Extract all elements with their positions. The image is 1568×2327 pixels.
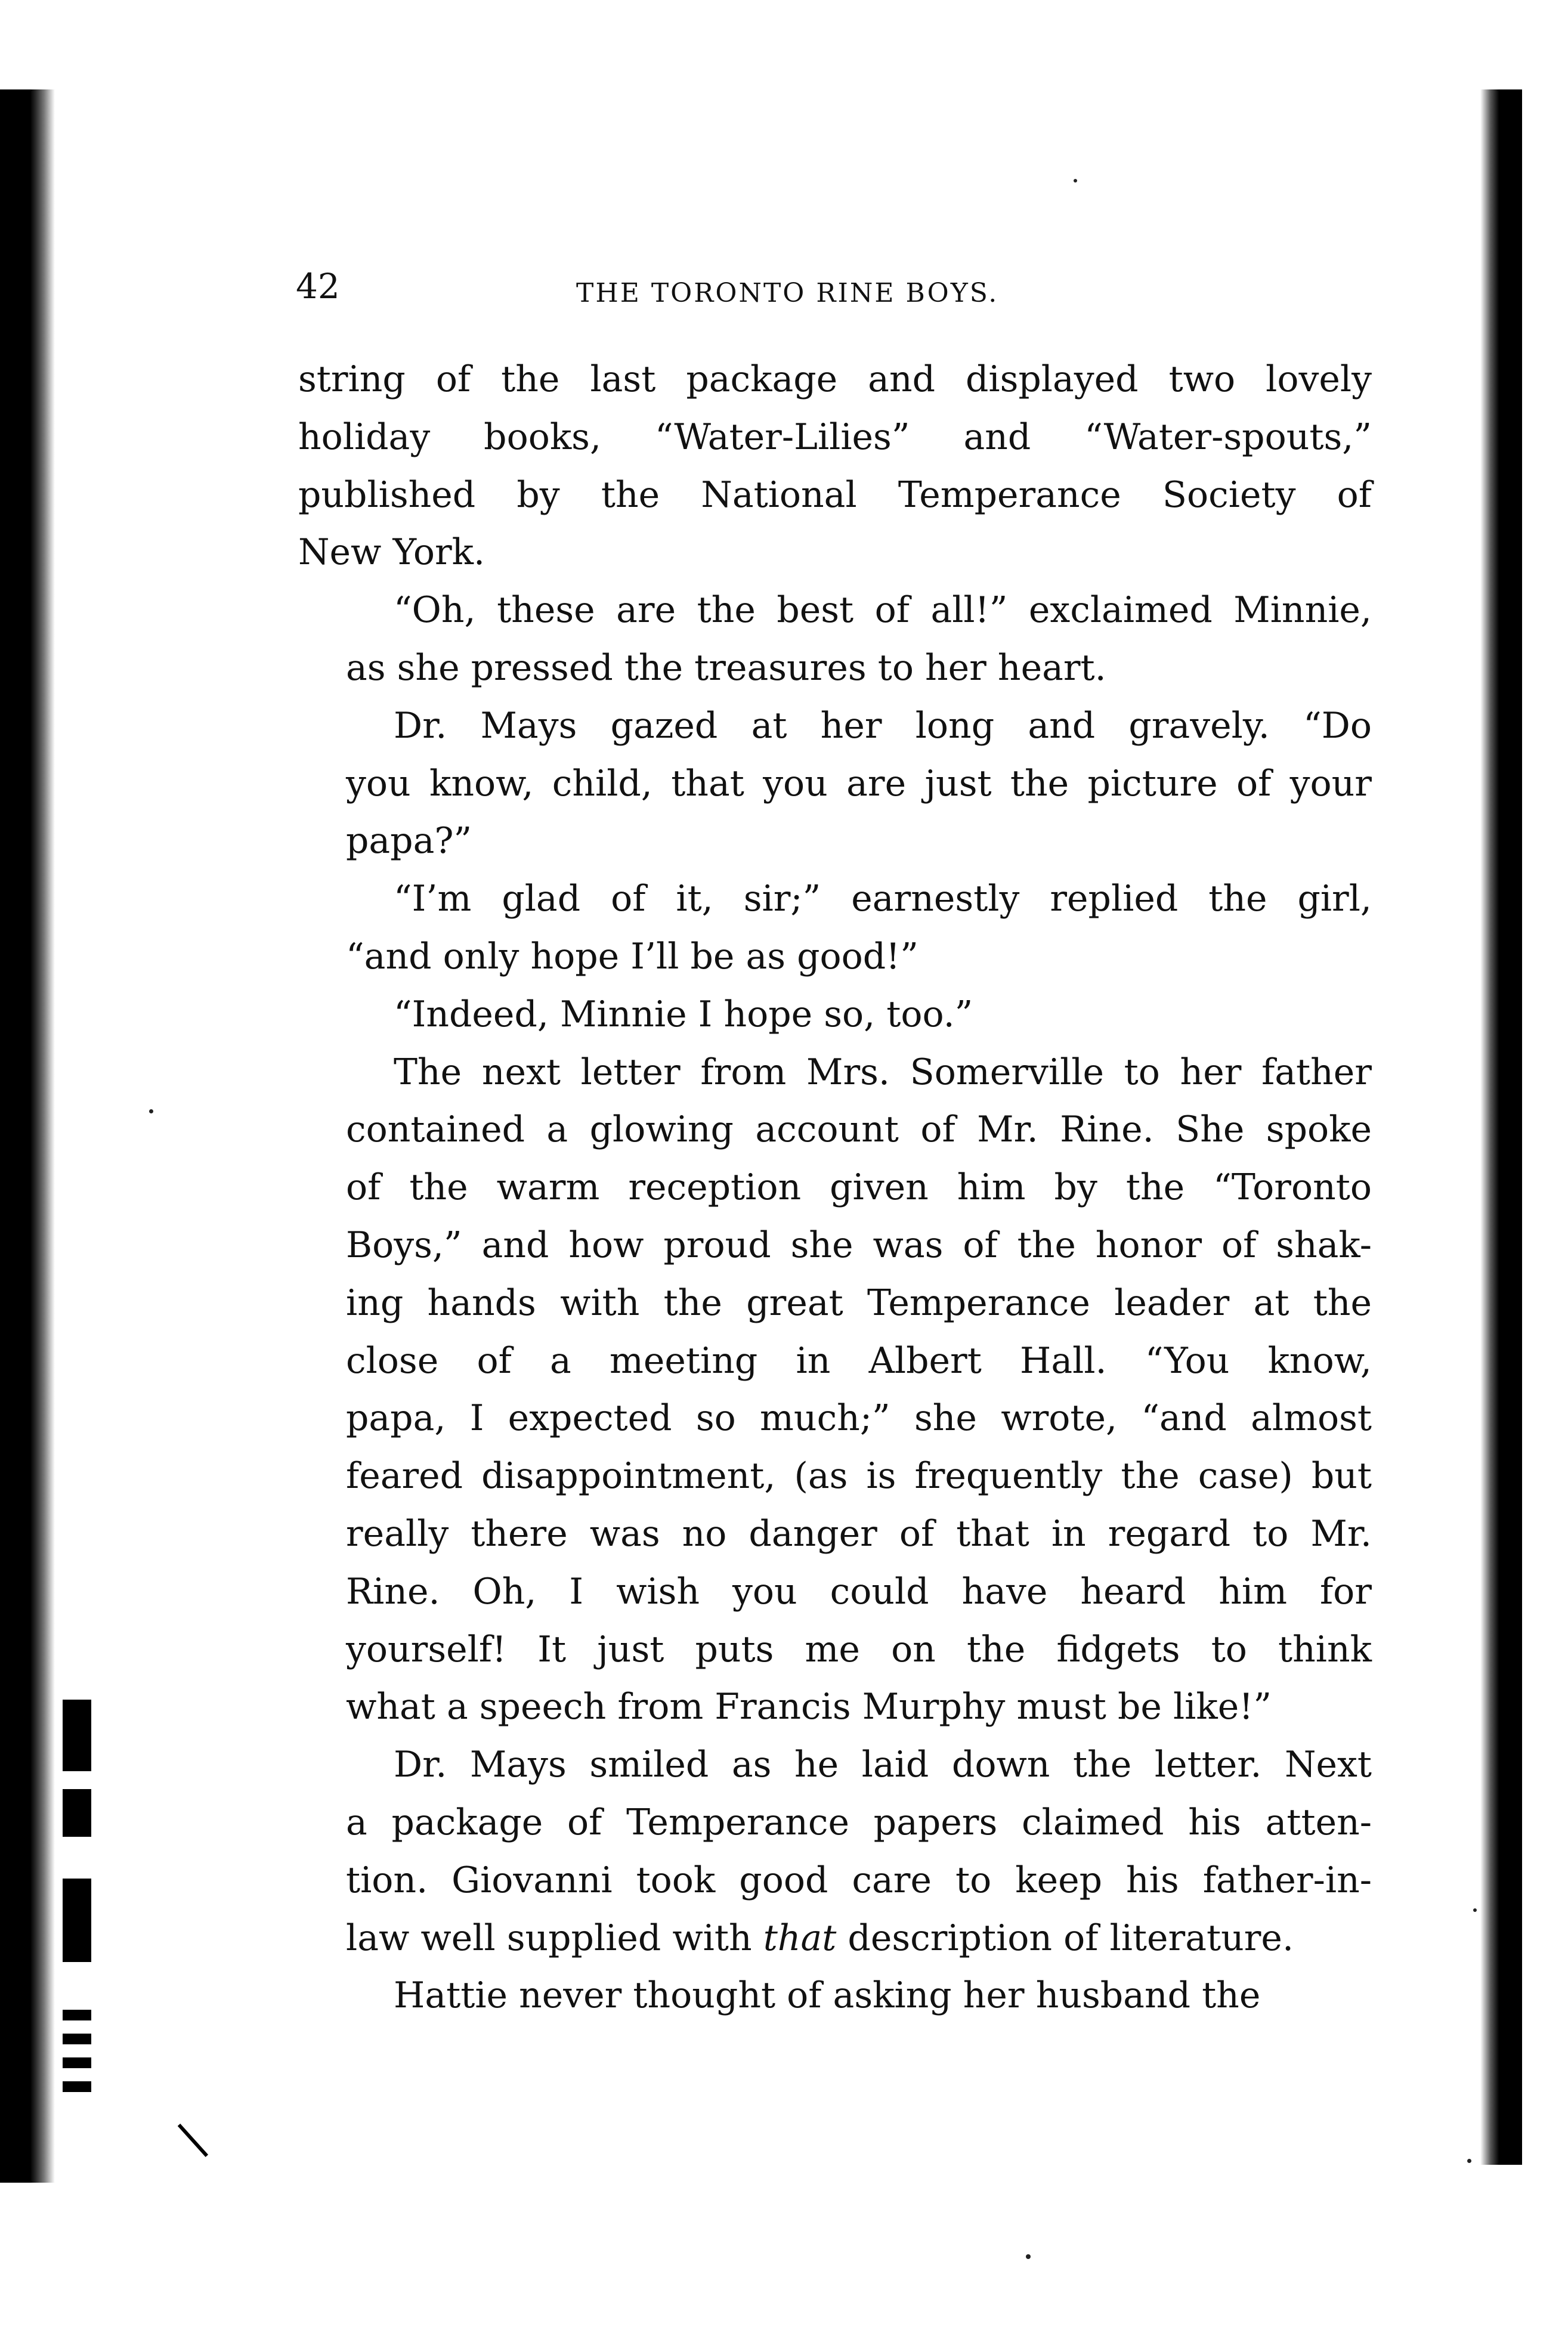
page-number: 42 — [296, 266, 340, 307]
text-line: papa?” — [346, 820, 472, 862]
edge-mark — [63, 2057, 91, 2068]
text-line: New York. — [298, 531, 485, 574]
paragraph — [298, 1967, 1372, 2025]
paragraph — [298, 581, 1372, 697]
edge-mark — [63, 1789, 91, 1837]
edge-mark — [63, 1879, 91, 1962]
page-header — [296, 256, 1161, 316]
speck — [1074, 179, 1077, 182]
text-line: yourself! It just puts me on the fidgets to think — [346, 1628, 1372, 1670]
text-line: contained a glowing account of Mr. Rine. She spoke — [346, 1109, 1372, 1151]
speck — [1467, 2159, 1471, 2163]
text-line: feared disappointment, (as is frequently the case) but — [346, 1455, 1372, 1497]
edge-mark — [63, 2010, 91, 2020]
text-line: tion. Giovanni took good care to keep his father-in- — [346, 1859, 1372, 1901]
text-line: of the warm reception given him by the “Toronto — [346, 1166, 1372, 1209]
text-line: what a speech from Francis Murphy must be like!” — [346, 1686, 1272, 1728]
text-line: as she pressed the treasures to her heart. — [346, 646, 1106, 689]
body-text — [298, 351, 1372, 2025]
text-line: Hattie never thought of asking her husband the — [394, 1975, 1261, 2017]
paragraph — [298, 870, 1372, 986]
text-line: law well supplied with that description of literature. — [346, 1917, 1294, 1959]
speck — [1473, 1908, 1477, 1912]
text-line: holiday books, “Water-Lilies” and “Water-spouts,” — [298, 416, 1372, 458]
text-line: string of the last package and displayed two lovely — [298, 358, 1372, 400]
speck — [149, 1109, 153, 1113]
edge-mark — [63, 2081, 91, 2092]
text-line: “Oh, these are the best of all!” exclaimed Minnie, — [394, 589, 1372, 632]
text-line: a package of Temperance papers claimed his atten- — [346, 1801, 1372, 1843]
text-line: you know, child, that you are just the picture of your — [346, 762, 1372, 804]
left-page-edge — [0, 89, 55, 2183]
text-line: “I’m glad of it, sir;” earnestly replied the girl, — [394, 878, 1372, 920]
text-line: close of a meeting in Albert Hall. “You know, — [346, 1339, 1372, 1382]
text-line: Rine. Oh, I wish you could have heard him for — [346, 1570, 1372, 1613]
text-line: Boys,” and how proud she was of the honor of shak- — [346, 1224, 1372, 1266]
text-line: published by the National Temperance Society of — [298, 474, 1372, 516]
edge-mark — [63, 2034, 91, 2044]
text-line: “Indeed, Minnie I hope so, too.” — [394, 993, 973, 1035]
text-line: papa, I expected so much;” she wrote, “and almost — [346, 1397, 1372, 1440]
paragraph — [298, 986, 1372, 1044]
speck — [1026, 2254, 1031, 2259]
text-line: “and only hope I’ll be as good!” — [346, 935, 918, 977]
paragraph — [298, 1044, 1372, 1737]
text-line: Dr. Mays smiled as he laid down the letter. Next — [394, 1744, 1372, 1786]
running-head: THE TORONTO RINE BOYS. — [576, 278, 999, 308]
ink-stroke — [178, 2124, 208, 2157]
edge-mark — [63, 1700, 91, 1771]
paragraph — [298, 1736, 1372, 1967]
text-line: The next letter from Mrs. Somerville to her father — [394, 1051, 1372, 1093]
text-line: really there was no danger of that in regard to Mr. — [346, 1512, 1372, 1555]
paragraph — [298, 697, 1372, 870]
paragraph — [298, 351, 1372, 581]
text-line: ing hands with the great Temperance leader at the — [346, 1282, 1372, 1324]
text-line: Dr. Mays gazed at her long and gravely. “Do — [394, 704, 1372, 747]
right-page-edge — [1480, 89, 1522, 2165]
